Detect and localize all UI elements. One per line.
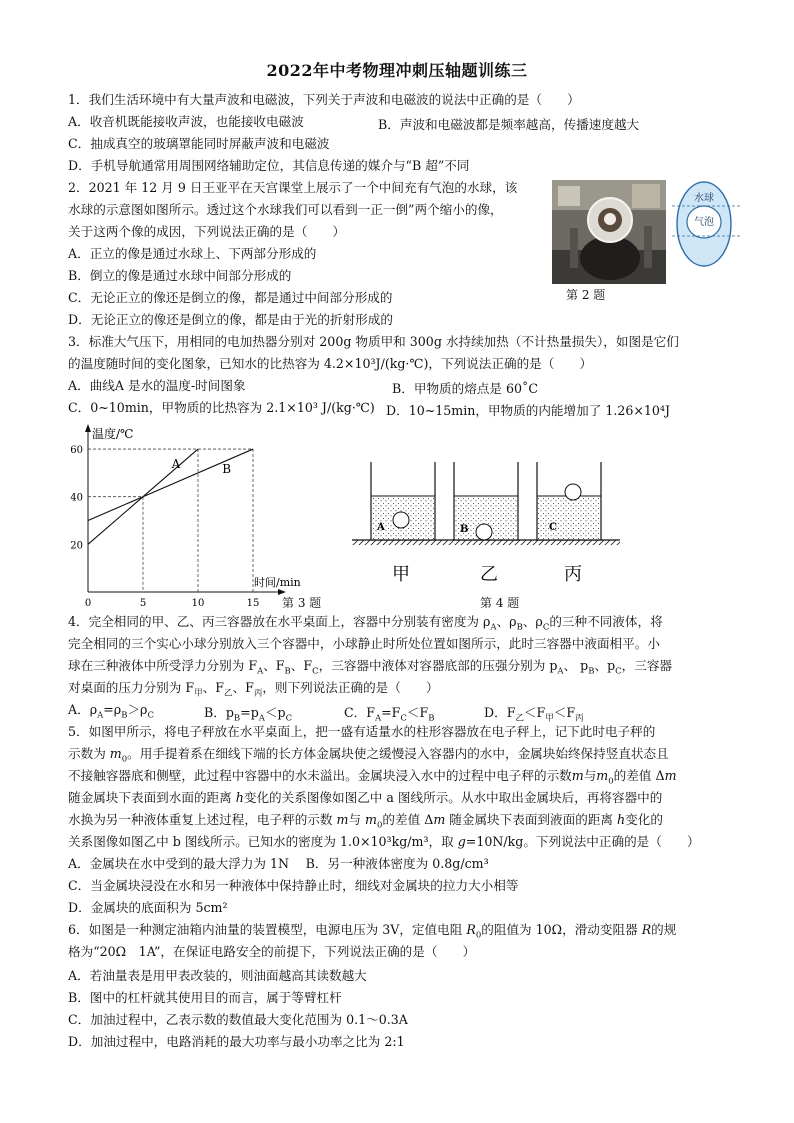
series-label-B: B [222, 461, 232, 476]
q3-temperature-chart [58, 420, 308, 610]
bubble-label: 气泡 [694, 217, 714, 228]
astronaut-photo [552, 180, 666, 284]
y-tick-20: 20 [70, 540, 83, 552]
q2-option-d: D．无论正立的像还是倒立的像，都是由于光的折射形成的 [68, 312, 393, 327]
q5-stem-line3: 不接触容器底和侧壁，此过程中容器中的水未溢出。金属块浸入水中的过程中电子秤的示数m与$m_0$的差值 Δm [68, 768, 677, 787]
series-line-B [88, 449, 253, 520]
q3-stem-line2: 的温度随时间的变化图象，已知水的比热容为 4.2×10³J/(kg·℃)，下列说法正确的是（ ） [68, 356, 593, 371]
y-axis-label: 温度/℃ [92, 427, 134, 441]
y-tick-60: 60 [70, 445, 83, 457]
q3-option-b: B．甲物质的熔点是 60˚C [392, 381, 538, 396]
q6-option-d: D．加油过程中，电路消耗的最大功率与最小功率之比为 2:1 [68, 1034, 405, 1049]
q1-option-c: C．抽成真空的玻璃罩能同时屏蔽声波和电磁波 [68, 136, 330, 151]
x-tick-0: 0 [84, 598, 92, 609]
q1-option-b: B．声波和电磁波都是频率越高，传播速度越大 [378, 117, 640, 132]
q4-containers-figure [352, 462, 622, 592]
q1-option-a: A．收音机既能接收声波，也能接收电磁波 [68, 114, 304, 129]
x-axis-label: 时间/min [254, 576, 301, 589]
ball-c-label: C [549, 522, 557, 533]
q6-option-c: C．加油过程中，乙表示数的数值最大变化范围为 0.1～0.3A [68, 1012, 408, 1027]
q6-option-a: A．若油量表是用甲表改装的，则油面越高其读数越大 [68, 968, 367, 983]
q5-stem-line4: 随金属块下表面到水面的距离 h变化的关系图像如图乙中 a 图线所示。从水中取出金属块后，再将容器中的 [68, 790, 663, 805]
water-ball-diagram [672, 182, 742, 266]
q2-caption: 第 2 题 [566, 288, 606, 302]
q4-option-d: D．$F_乙<F_甲<F_丙$ [484, 705, 584, 724]
q2-option-a: A．正立的像是通过水球上、下两部分形成的 [68, 246, 317, 261]
x-tick-5: 5 [139, 598, 147, 609]
q6-stem-line2: 格为“20Ω 1A”，在保证电路安全的前提下，下列说法正确的是（ ） [68, 944, 476, 959]
q2-option-c: C．无论正立的像还是倒立的像，都是通过中间部分形成的 [68, 290, 393, 305]
q4-option-a: A．$\rho_A=\rho_B>\rho_C$ [68, 702, 154, 721]
label-jia: 甲 [392, 564, 410, 585]
q4-stem-line4: 对桌面的压力分别为 $F_甲$、$F_乙$、$F_丙$，则下列说法正确的是（ ） [68, 680, 439, 699]
q5-stem-line6: 关系图像如图乙中 b 图线所示。已知水的密度为 1.0×10³kg/m³，取 g=10N/kg。下列说法中正确的是（ ） [68, 834, 700, 849]
q3-option-d: D．10~15min，甲物质的内能增加了 1.26×10⁴J [386, 403, 671, 418]
water-ball-label: 水球 [694, 193, 714, 204]
q4-option-c: C．$F_A=F_C<F_B$ [344, 705, 435, 724]
label-yi: 乙 [480, 564, 498, 585]
q2-stem-line1: 2．2021 年 12 月 9 日王亚平在天宫课堂上展示了一个中间充有气泡的水球，该 [68, 180, 518, 195]
q4-option-b: B．$p_B=p_A<p_C$ [204, 705, 293, 724]
q6-option-b: B．图中的杠杆就其使用目的而言，属于等臂杠杆 [68, 990, 342, 1005]
q5-option-d: D．金属块的底面积为 5cm² [68, 900, 228, 915]
q6-stem-line1: 6．如图是一种测定油箱内油量的装置模型，电源电压为 3V，定值电阻 $R_0$的阻值为 10Ω，滑动变阻器 R的规 [68, 922, 677, 941]
q1-stem: 1．我们生活环境中有大量声波和电磁波，下列关于声波和电磁波的说法中正确的是（ ） [68, 92, 580, 107]
x-tick-10: 10 [191, 598, 205, 609]
container-jia [371, 462, 435, 540]
y-tick-40: 40 [70, 492, 83, 504]
q2-stem-line3: 关于这两个像的成因，下列说法正确的是（ ） [68, 224, 346, 239]
series-label-A: A [171, 457, 181, 472]
q5-option-c: C．当金属块浸没在水和另一种液体中保持静止时，细线对金属块的拉力大小相等 [68, 878, 519, 893]
q1-option-d: D．手机导航通常用周围网络辅助定位，其信息传递的媒介与“B 超”不同 [68, 158, 470, 173]
x-tick-15: 15 [246, 598, 260, 609]
y-axis-arrow [85, 424, 91, 432]
q5-option-ab: A．金属块在水中受到的最大浮力为 1N B．另一种液体密度为 0.8g/cm³ [68, 856, 489, 871]
container-bing [537, 462, 601, 540]
label-bing: 丙 [564, 564, 582, 585]
q4-caption: 第 4 题 [480, 596, 520, 610]
q5-stem-line1: 5．如图甲所示，将电子秤放在水平桌面上，把一盛有适量水的柱形容器放在电子秤上，记下此时电子秤的 [68, 724, 656, 739]
q3-stem-line1: 3．标准大气压下，用相同的电加热器分别对 200g 物质甲和 300g 水持续加热（不计热量损失），如图是它们 [68, 334, 679, 349]
q4-stem-line3: 球在三种液体中所受浮力分别为 $F_A$、$F_B$、$F_C$，三容器中液体对容器底部的压强分别为 $p_A$、 $p_B$、$p_C$，三容器 [68, 658, 673, 677]
q5-stem-line2: 示数为 $m_0$。用手提着系在细线下端的长方体金属块使之缓慢浸入容器内的水中，金属块始终保持竖直状态且 [68, 746, 669, 765]
q3-caption: 第 3 题 [282, 596, 322, 610]
container-yi [454, 462, 518, 540]
ball-b-label: B [460, 524, 469, 535]
q2-figure [552, 180, 742, 288]
q3-option-a: A．曲线A 是水的温度-时间图象 [68, 378, 246, 393]
q2-stem-line2: 水球的示意图如图所示。透过这个水球我们可以看到一正一倒”两个缩小的像， [68, 202, 503, 217]
ball-a-label: A [377, 522, 385, 533]
q3-option-c: C．0~10min，甲物质的比热容为 2.1×10³ J/(kg·℃) [68, 400, 375, 415]
q2-option-b: B．倒立的像是通过水球中间部分形成的 [68, 268, 292, 283]
page-title: 2022年中考物理冲刺压轴题训练三 [266, 61, 528, 80]
q4-stem-line1: 4．完全相同的甲、乙、丙三容器放在水平桌面上，容器中分别装有密度为 $\rho_A$、$\rho_B$、$\rho_C$的三种不同液体，将 [68, 614, 663, 633]
q5-stem-line5: 水换为另一种液体重复上述过程，电子秤的示数 m与 $m_0$的差值 Δm 随金属块下表面到液面的距离 h变化的 [68, 812, 663, 831]
q4-stem-line2: 完全相同的三个实心小球分别放入三个容器中，小球静止时所处位置如图所示，此时三容器中液面相平。小 [68, 636, 660, 651]
